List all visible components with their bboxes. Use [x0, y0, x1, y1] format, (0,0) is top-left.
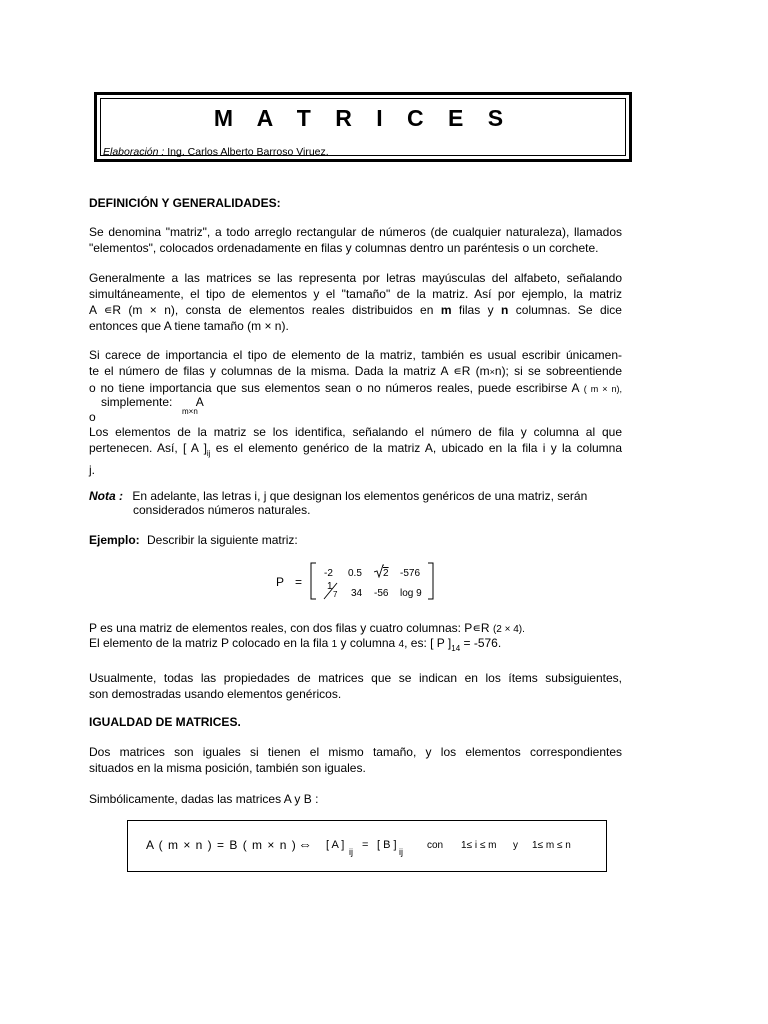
text-fragment: pertenecen. Así, [ A ] — [89, 441, 207, 455]
text-line: simultáneamente, el tipo de elementos y el "tamaño" de la matriz. Así por ejemplo, la matriz — [89, 287, 622, 301]
text-fragment: A — [195, 395, 204, 409]
text-line: "elementos", colocados ordenadamente en filas y columnas dentro un paréntesis o un corchete. — [89, 241, 599, 255]
text-fragment: simplemente: — [101, 395, 173, 409]
paragraph-representacion — [89, 270, 622, 334]
simbolicamente-text: Simbólicamente, dadas las matrices A y B : — [89, 792, 319, 806]
text-line: Usualmente, todas las propiedades de matrices que se indican en los ítems subsiguientes, — [89, 671, 622, 685]
matrix-cell: -2 — [324, 568, 333, 579]
formula-a-ij: [ A ] — [326, 839, 345, 851]
text-line: situados en la misma posición, también son iguales. — [89, 761, 366, 775]
text-fragment: o no tiene importancia que sus elementos sean o no números reales, puede escribirse A — [89, 381, 579, 395]
text-line — [89, 363, 622, 380]
nota-label: Nota : — [89, 489, 123, 503]
text-fragment: , es: [ P ] — [404, 636, 452, 650]
bold-n: n — [501, 303, 509, 317]
ejemplo-line — [89, 532, 298, 548]
paragraph-definicion — [89, 224, 622, 256]
text-fragment: El elemento de la matriz P colocado en la fila — [89, 636, 329, 650]
nota-text-line2: considerados números naturales. — [133, 503, 311, 517]
matrix-cell: 34 — [351, 588, 363, 599]
size-notation: (2 × 4). — [492, 624, 525, 635]
formula-con: con — [427, 840, 444, 851]
matrix-p — [270, 561, 450, 601]
formula-subscript-ij: ij — [399, 847, 403, 857]
matrix-cell: 0.5 — [348, 568, 362, 579]
ejemplo-text: Describir la siguiente matriz: — [147, 533, 298, 547]
formula-condition-i: 1≤ i ≤ m — [461, 840, 497, 851]
formula-y: y — [513, 840, 518, 851]
row-number: 1 — [331, 639, 338, 650]
nota-text: En adelante, las letras i, j que designan los elementos genéricos de una matriz, serán — [132, 489, 588, 503]
paragraph-usualmente — [89, 670, 622, 702]
bold-m: m — [440, 303, 452, 317]
times-symbol: × — [489, 367, 495, 377]
text-line: entonces que A tiene tamaño (m × n). — [89, 319, 289, 333]
author-name: Ing. Carlos Alberto Barroso Viruez. — [167, 146, 329, 158]
mxn-subscript: m×n — [182, 407, 198, 416]
equals-sign: = — [295, 575, 303, 589]
ejemplo-descripcion-line2 — [89, 635, 501, 657]
formula-lhs: A ( m × n ) = B ( m × n ) — [146, 838, 297, 852]
formula-equals: = — [362, 839, 369, 851]
section-heading-igualdad: IGUALDAD DE MATRICES. — [89, 715, 241, 729]
text-line: j. — [89, 463, 95, 477]
text-line: Se denomina "matriz", a todo arreglo rectangular de números (de cualquier naturaleza), llamados — [89, 225, 622, 239]
matrix-cell: -56 — [374, 588, 389, 599]
text-fragment: y columna — [340, 636, 396, 650]
iff-icon: ⇔ — [298, 836, 312, 852]
text-line: Los elementos de la matriz se los identifica, señalando el número de fila y columna al que — [89, 425, 622, 439]
formula-subscript-ij: ij — [349, 847, 353, 857]
text-o: o — [89, 410, 96, 424]
text-fragment: = -576. — [463, 636, 502, 650]
ejemplo-label: Ejemplo: — [89, 533, 140, 547]
formula-b-ij: [ B ] — [377, 839, 397, 851]
text-fragment: P es una matriz de elementos reales, con dos filas y cuatro columnas: P∊R — [89, 621, 490, 635]
section-heading-definicion: DEFINICIÓN Y GENERALIDADES: — [89, 196, 281, 210]
text-fragment: es el elemento genérico de la matriz A, ubicado en la fila i y la columna — [215, 441, 622, 455]
matrix-cell: log 9 — [400, 588, 422, 599]
matrix-cell: -576 — [400, 568, 421, 579]
text-line: Dos matrices son iguales si tienen el mismo tamaño, y los elementos correspondientes — [89, 745, 622, 759]
text-line: son demostradas usando elementos genéricos. — [89, 687, 342, 701]
author-line — [103, 146, 329, 159]
page-title: M A T R I C E S — [213, 105, 513, 131]
formula-condition-m: 1≤ m ≤ n — [532, 840, 571, 851]
text-fragment: filas y — [458, 303, 494, 317]
text-fragment: columnas. Se dice — [515, 303, 622, 317]
text-line: Si carece de importancia el tipo de elemento de la matriz, también es usual escribir únicamen- — [89, 348, 622, 362]
text-line — [89, 302, 622, 318]
text-line — [89, 440, 622, 462]
paragraph-elementos — [89, 424, 622, 478]
subscript-14: 14 — [451, 644, 461, 653]
size-notation: ( m × n), — [583, 384, 622, 394]
column-number: 4 — [398, 639, 405, 650]
subscript-ij: ij — [206, 449, 211, 458]
title-box — [94, 92, 632, 162]
matrix-cell: 2 — [383, 568, 389, 579]
text-fragment: A ∊R (m × n), consta de elementos reales distribuidos en — [89, 303, 434, 317]
paragraph-importancia — [89, 347, 622, 397]
matrix-name: P — [276, 575, 285, 589]
author-label: Elaboración : — [103, 146, 165, 158]
text-fragment: te el número de filas y columnas de la misma. Dada la matriz A ∊R (m — [89, 364, 490, 378]
text-fragment: n); si se sobreentiende — [494, 364, 623, 378]
text-line: Generalmente a las matrices se las representa por letras mayúsculas del alfabeto, señalando — [89, 271, 622, 285]
fraction-numerator: 1 — [327, 581, 333, 592]
paragraph-igualdad — [89, 744, 622, 776]
fraction-denominator: 7 — [333, 590, 338, 599]
equality-formula-box — [127, 820, 607, 872]
